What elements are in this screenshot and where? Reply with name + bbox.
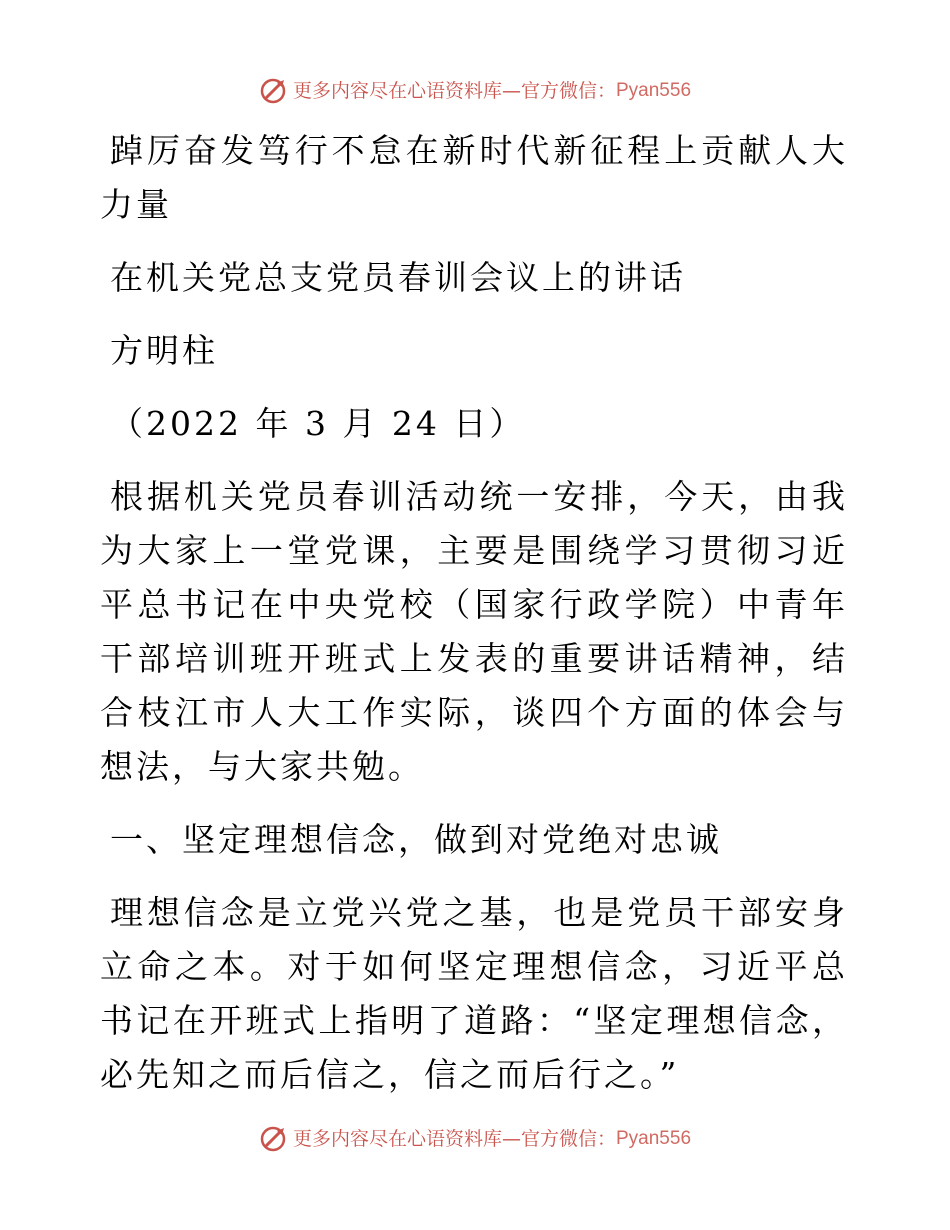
watermark-header xyxy=(0,76,950,105)
watermark-text: 更多内容尽在心语资料库—官方微信： xyxy=(292,80,616,102)
pen-circle-logo-icon xyxy=(259,1125,289,1153)
watermark-id: Pyan556 xyxy=(616,80,692,101)
section-heading-1: 一、坚定理想信念，做到对党绝对忠诚 xyxy=(110,820,722,859)
paragraph-section-1: 理想信念是立党兴党之基，也是党员干部安身立命之本。对于如何坚定理想信念，习近平总书记在开班式上指明了道路：“坚定理想信念，必先知之而后信之，信之而后行之。” xyxy=(100,893,848,1094)
document-author: 方明柱 xyxy=(110,331,218,370)
watermark-text: 更多内容尽在心语资料库—官方微信： xyxy=(292,1128,616,1150)
watermark-footer xyxy=(0,1124,950,1153)
watermark-id: Pyan556 xyxy=(616,1128,692,1149)
document-date: （2022 年 3 月 24 日） xyxy=(110,404,526,443)
document-body xyxy=(100,124,848,1102)
paragraph-intro: 根据机关党员春训活动统一安排，今天，由我为大家上一堂党课，主要是围绕学习贯彻习近平总书记在中央党校（国家行政学院）中青年干部培训班开班式上发表的重要讲话精神，结合枝江市人大工作实际，谈四个方面的体会与想法，与大家共勉。 xyxy=(100,477,848,786)
document-subtitle: 在机关党总支党员春训会议上的讲话 xyxy=(110,258,686,297)
document-title: 踔厉奋发笃行不怠在新时代新征程上贡献人大力量 xyxy=(100,131,848,224)
pen-circle-logo-icon xyxy=(259,77,289,105)
